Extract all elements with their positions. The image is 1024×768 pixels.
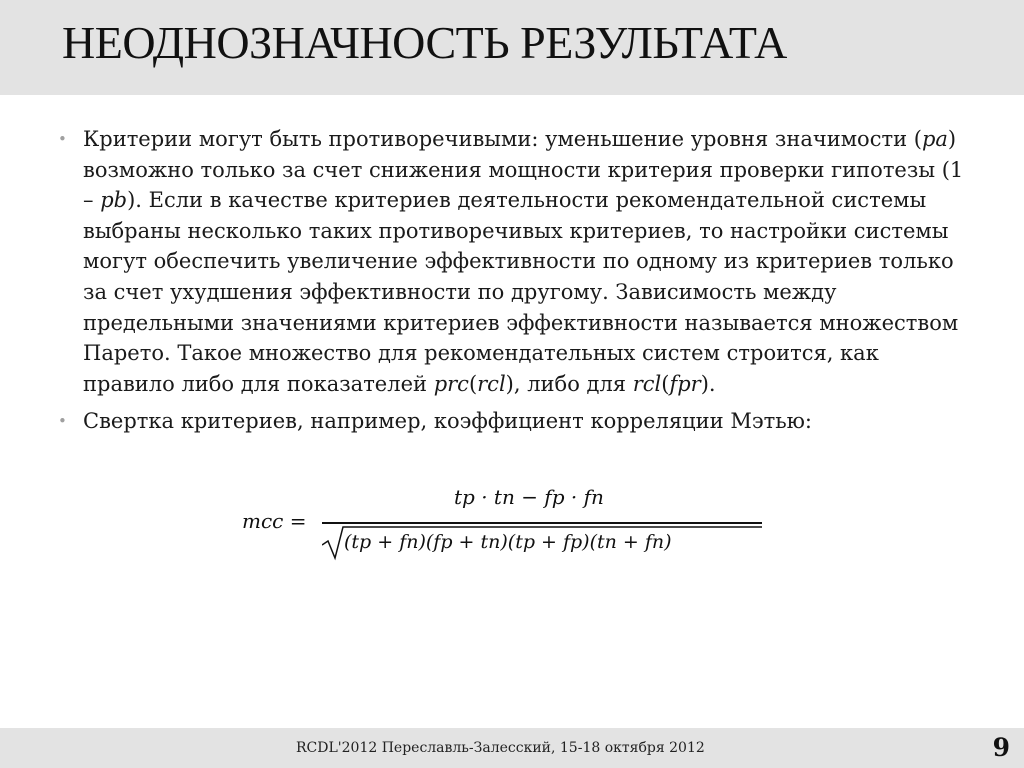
bullet-text: ), либо для [505, 371, 633, 396]
formula-denominator: (tp + fn)(fp + tn)(tp + fp)(tn + fn) [344, 531, 672, 553]
symbol-rcl: rcl [477, 371, 506, 396]
fraction-bar [322, 522, 762, 524]
bullet-item-convolution [56, 406, 966, 437]
bullet-text: Критерии могут быть противоречивыми: уменьшение уровня значимости ( [83, 127, 922, 151]
bullet-text: ). [700, 371, 716, 396]
symbol-pa: pa [921, 127, 948, 151]
bullet-text: ( [661, 371, 670, 396]
bullet-item-criteria [56, 124, 966, 399]
bullet-marker: • [58, 130, 67, 148]
page-number: 9 [992, 733, 1010, 762]
slide-title: НЕОДНОЗНАЧНОСТЬ РЕЗУЛЬТАТА [62, 17, 787, 68]
symbol-pb: pb [100, 188, 128, 213]
symbol-prc: prc [433, 371, 469, 396]
mcc-formula [242, 482, 772, 562]
slide-content [56, 124, 966, 444]
bullet-text: Свертка критериев, например, коэффициент корреляции Мэтью: [83, 409, 812, 434]
symbol-fpr: fpr [669, 371, 701, 396]
symbol-rcl: rcl [632, 371, 662, 396]
bullet-text: ) возможно только за счет снижения мощности критерия проверки гипотезы (1 – [83, 127, 964, 213]
bullet-text: ). Если в качестве критериев деятельности рекомендательной системы выбраны несколько таких противоречивых критериев, то настройки системы могут обеспечить увеличение эффективности по одному из критериев только за счет ухудшения эффективности по другому. Зависимость между предельными значениями критериев эффективности называется множеством Парето. Такое множество для рекомендательных систем строится, как правило либо для показателей [83, 188, 959, 396]
formula-lhs: mcc = [242, 509, 307, 533]
bullet-marker: • [58, 412, 67, 431]
footer-text: RCDL'2012 Переславль-Залесский, 15-18 октября 2012 [296, 740, 705, 756]
bullet-text: ( [468, 371, 478, 396]
formula-numerator: tp · tn − fp · fn [454, 485, 604, 509]
